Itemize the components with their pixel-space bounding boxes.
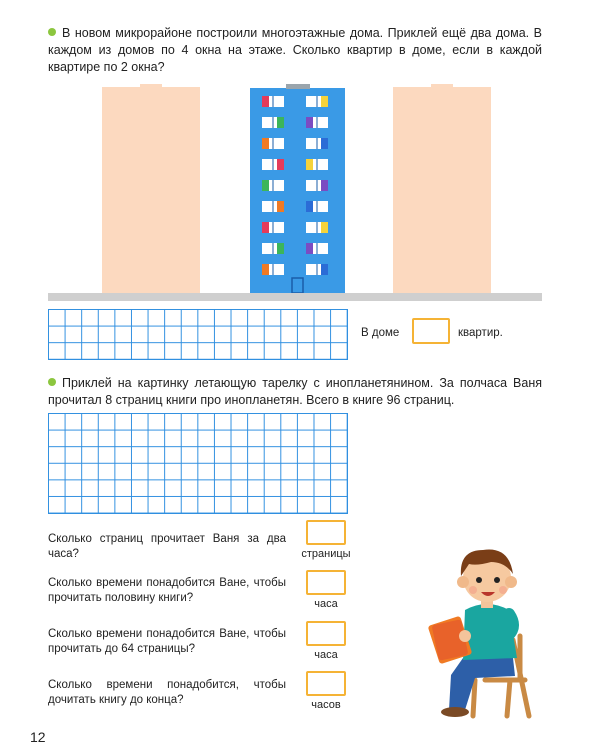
window-curtain (306, 201, 313, 212)
unit-q4: часов (311, 699, 341, 711)
window-curtain (306, 159, 313, 170)
unit-q2: часа (314, 598, 338, 610)
question-2: Сколько времени понадобится Ване, чтобы прочитать половину книги? (48, 577, 286, 604)
unit-q3: часа (314, 649, 338, 661)
buildings-illustration (48, 82, 542, 302)
question-3: Сколько времени понадобится Ване, чтобы прочитать до 64 страницы? (48, 628, 286, 655)
window-curtain (306, 117, 313, 128)
answer-box-q4[interactable] (306, 671, 346, 696)
window-curtain (277, 159, 284, 170)
window-curtain (262, 264, 269, 275)
bullet-icon (48, 28, 56, 36)
window-curtain (321, 264, 328, 275)
window-curtain (321, 96, 328, 107)
task2-text: Приклей на картинку летающую тарелку с инопланетянином. За полчаса Ваня прочитал 8 страниц книги про инопланетян. Всего в книге 96 страниц. (48, 376, 542, 407)
task1-text-block (48, 25, 542, 76)
placeholder-building-right (393, 87, 491, 293)
window-curtain (277, 201, 284, 212)
window-curtain (321, 180, 328, 191)
answer-box-q3[interactable] (306, 621, 346, 646)
task1-text: В новом микрорайоне построили многоэтажные дома. Приклей ещё два дома. В каждом из домов по 4 окна на этаже. Сколько квартир в доме, если в каждой квартире по 2 окна? (48, 26, 542, 74)
answer-grid-2[interactable] (48, 413, 348, 514)
task2-text-block (48, 375, 542, 409)
ground (48, 293, 542, 301)
question-1: Сколько страниц прочитает Ваня за два часа? (48, 533, 286, 560)
window-curtain (277, 243, 284, 254)
window-curtain (277, 117, 284, 128)
bullet-icon (48, 378, 56, 386)
boy-reading-illustration (425, 540, 545, 720)
unit-q1: страницы (301, 548, 351, 560)
window-curtain (262, 222, 269, 233)
window-curtain (262, 180, 269, 191)
blue-building (250, 84, 345, 293)
answer-box-q1[interactable] (306, 520, 346, 545)
page-number: 12 (30, 729, 46, 745)
answer-grid-1[interactable] (48, 309, 348, 360)
answer-box-apartments[interactable] (412, 318, 450, 344)
answer-box-q2[interactable] (306, 570, 346, 595)
window-curtain (306, 243, 313, 254)
placeholder-building-left (102, 87, 200, 293)
window-curtain (321, 222, 328, 233)
window-curtain (262, 96, 269, 107)
window-curtain (321, 138, 328, 149)
answer-suffix: квартир. (458, 327, 503, 339)
question-4: Сколько времени понадобится, чтобы дочитать книгу до конца? (48, 679, 286, 706)
window-curtain (262, 138, 269, 149)
answer-prefix: В доме (361, 327, 400, 339)
